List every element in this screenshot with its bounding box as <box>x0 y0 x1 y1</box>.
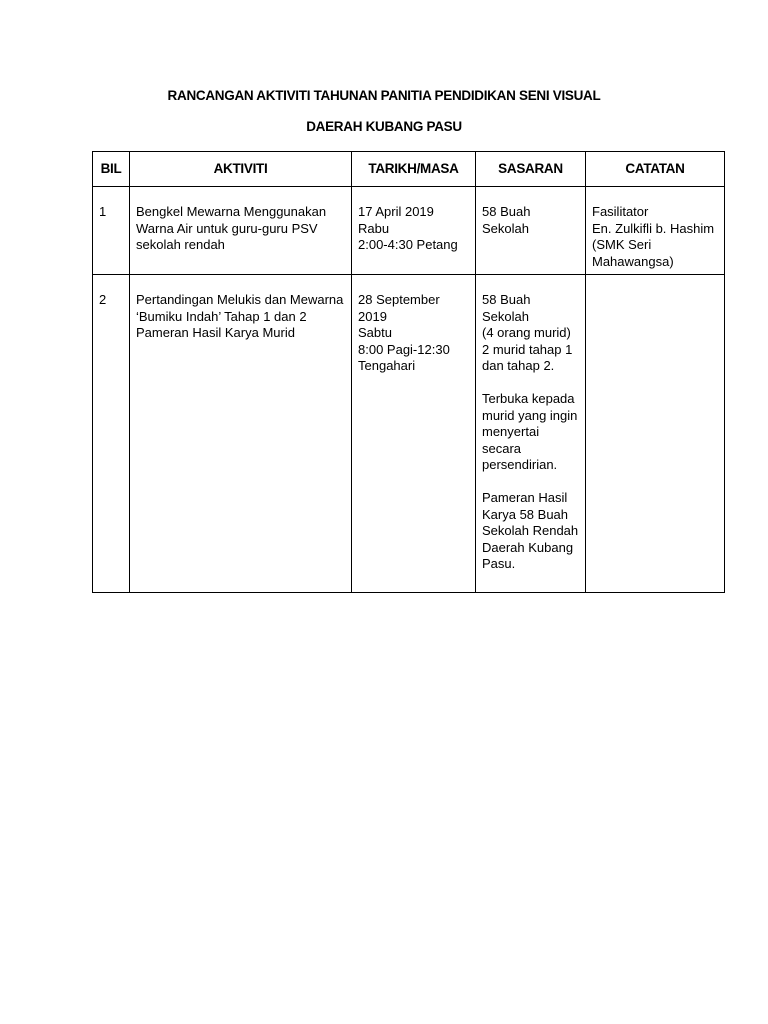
cell-text-line: 2:00-4:30 Petang <box>358 237 458 252</box>
cell-catatan <box>586 187 725 275</box>
table-row <box>93 187 725 275</box>
cell-text-line: Bengkel Mewarna Menggunakan <box>136 204 327 219</box>
cell-tarikh-masa <box>352 275 476 593</box>
cell-text-line: (SMK Seri <box>592 237 652 252</box>
bil-value: 2 <box>99 292 107 307</box>
line-gap <box>482 375 579 392</box>
cell-text-line: 8:00 Pagi-12:30 <box>358 341 450 357</box>
cell-text-line: persendirian. <box>482 457 558 472</box>
header-sasaran: SASARAN <box>476 152 586 187</box>
cell-text-line: Tengahari <box>358 358 416 373</box>
cell-text-line: ‘Bumiku Indah’ Tahap 1 dan 2 <box>136 308 307 324</box>
table-row <box>93 275 725 593</box>
header-bil: BIL <box>93 152 130 187</box>
cell-text-line: 58 Buah <box>482 292 531 307</box>
cell-text-line: Warna Air untuk guru-guru PSV <box>136 220 318 236</box>
header-catatan: CATATAN <box>586 152 725 187</box>
cell-text-line: 28 September <box>358 292 440 307</box>
cell-text-line: Fasilitator <box>592 204 649 219</box>
cell-text-line: menyertai <box>482 424 540 439</box>
cell-tarikh-masa <box>352 187 476 275</box>
cell-text-line: (4 orang murid) <box>482 325 571 340</box>
cell-text-line: secara <box>482 440 522 456</box>
cell-aktiviti <box>130 187 352 275</box>
bil-value: 1 <box>99 204 107 219</box>
cell-bil <box>93 275 130 593</box>
cell-text-line: murid yang ingin <box>482 407 578 423</box>
document-title: RANCANGAN AKTIVITI TAHUNAN PANITIA PENDIDIKAN SENI VISUAL <box>167 88 601 103</box>
cell-text-line: 2019 <box>358 308 387 324</box>
cell-text-line: Pameran Hasil Karya Murid <box>136 325 295 340</box>
table-header-row <box>93 152 725 187</box>
cell-catatan <box>586 275 725 593</box>
cell-text-line: Sabtu <box>358 325 392 340</box>
header-tarikh-masa: TARIKH/MASA <box>352 152 476 187</box>
cell-aktiviti <box>130 275 352 593</box>
cell-text-line: Rabu <box>358 220 390 236</box>
cell-text-line: Mahawangsa) <box>592 253 674 269</box>
cell-text-line: Karya 58 Buah <box>482 506 569 522</box>
line-gap <box>482 474 579 491</box>
header-aktiviti: AKTIVITI <box>130 152 352 187</box>
cell-text-line: 58 Buah <box>482 204 531 219</box>
cell-sasaran <box>476 187 586 275</box>
cell-text-line: 17 April 2019 <box>358 204 434 219</box>
cell-text-line: sekolah rendah <box>136 237 225 252</box>
activity-table <box>92 151 725 593</box>
cell-sasaran <box>476 275 586 593</box>
cell-text-line: Sekolah <box>482 308 529 324</box>
cell-text-line: Sekolah Rendah <box>482 523 579 538</box>
cell-text-line: dan tahap 2. <box>482 358 555 373</box>
cell-text-line: Pameran Hasil <box>482 490 568 505</box>
cell-text-line: Sekolah <box>482 220 529 236</box>
cell-text-line: Daerah Kubang <box>482 539 574 555</box>
document-subtitle: DAERAH KUBANG PASU <box>306 119 462 134</box>
cell-text-line: Terbuka kepada <box>482 391 575 406</box>
cell-text-line: Pertandingan Melukis dan Mewarna <box>136 292 344 307</box>
cell-bil <box>93 187 130 275</box>
cell-text-line: Pasu. <box>482 556 516 571</box>
cell-text-line: En. Zulkifli b. Hashim <box>592 220 715 236</box>
cell-text-line: 2 murid tahap 1 <box>482 341 573 357</box>
